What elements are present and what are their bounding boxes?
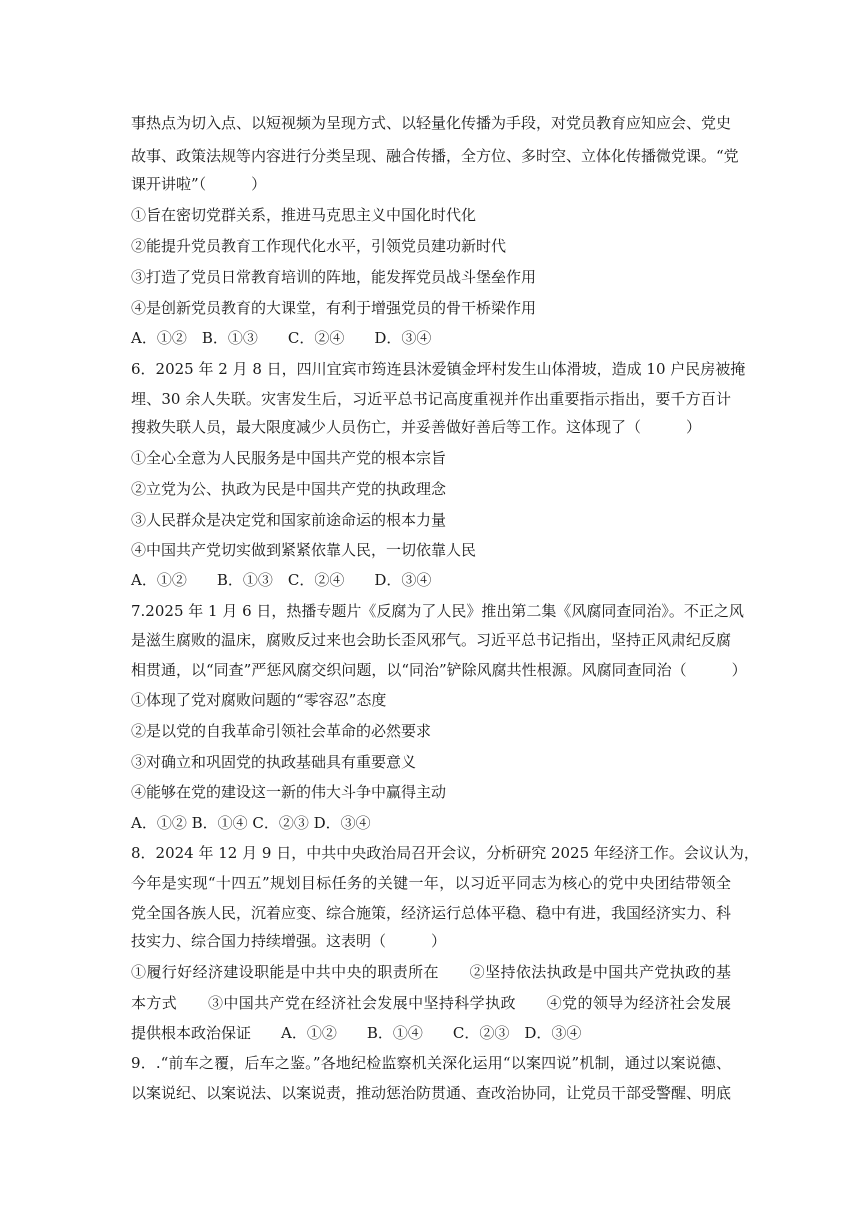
question-6-line: 搜救失联人员，最大限度减少人员伤亡，并妥善做好善后等工作。这体现了（ ）	[131, 418, 702, 436]
option-line: ②是以党的自我革命引领社会革命的必然要求	[131, 722, 432, 740]
option-line: ④中国共产党切实做到紧紧依靠人民，一切依靠人民	[131, 541, 477, 559]
question-8-options: 本方式 ③中国共产党在经济社会发展中坚持科学执政 ④党的领导为经济社会发展	[131, 994, 731, 1012]
option-line: ②能提升党员教育工作现代化水平，引领党员建功新时代	[131, 237, 507, 255]
answer-choices: A．①② B．①④ C．②③ D．③④	[131, 814, 371, 832]
option-line: ③对确立和巩固党的执政基础具有重要意义	[131, 753, 417, 771]
option-line: ④是创新党员教育的大课堂，有利于增强党员的骨干桥梁作用	[131, 299, 537, 317]
question-7-line: 相贯通，以“同查”严惩风腐交织问题，以“同治”铲除风腐共性根源。风腐同查同治（ ）	[131, 661, 747, 679]
question-8-line: 党全国各族人民，沉着应变、综合施策，经济运行总体平稳、稳中有进，我国经济实力、科	[131, 904, 732, 922]
answer-choices: A．①② B．①③ C．②④ D．③④	[131, 329, 432, 347]
question-8-line: 技实力、综合国力持续增强。这表明（ ）	[131, 932, 447, 950]
text-line: 故事、政策法规等内容进行分类呈现、融合传播，全方位、多时空、立体化传播微党课。“党	[131, 147, 739, 165]
question-8-line: 今年是实现“十四五”规划目标任务的关键一年，以习近平同志为核心的党中央团结带领全	[131, 874, 731, 892]
question-6-line: 6．2025 年 2 月 8 日，四川宜宾市筠连县沐爱镇金坪村发生山体滑坡，造成 10 户民房被掩	[131, 360, 746, 378]
question-9-line: 9．.“前车之覆，后车之鉴。”各地纪检监察机关深化运用“以案四说”机制，通过以案说德、	[131, 1054, 731, 1072]
question-8-options: ①履行好经济建设职能是中共中央的职责所在 ②坚持依法执政是中国共产党执政的基	[131, 963, 731, 981]
question-7-line: 是滋生腐败的温床，腐败反过来也会助长歪风邪气。习近平总书记指出，坚持正风肃纪反腐	[131, 631, 732, 649]
question-8-options: 提供根本政治保证 A．①② B．①④ C．②③ D．③④	[131, 1024, 582, 1042]
answer-choices: A．①② B．①③ C．②④ D．③④	[131, 571, 432, 589]
text-line: 事热点为切入点、以短视频为呈现方式、以轻量化传播为手段，对党员教育应知应会、党史	[131, 114, 732, 132]
question-7-line: 7.2025 年 1 月 6 日，热播专题片《反腐为了人民》推出第二集《风腐同查同治》。不正之风	[131, 602, 744, 620]
question-8-line: 8．2024 年 12 月 9 日，中共中央政治局召开会议，分析研究 2025 年经济工作。会议认为，	[131, 844, 759, 862]
option-line: ③打造了党员日常教育培训的阵地，能发挥党员战斗堡垒作用	[131, 268, 537, 286]
option-line: ②立党为公、执政为民是中国共产党的执政理念	[131, 480, 447, 498]
text-line: 课开讲啦”（ ）	[131, 175, 267, 193]
option-line: ①全心全意为人民服务是中国共产党的根本宗旨	[131, 449, 447, 467]
question-9-line: 以案说纪、以案说法、以案说责，推动惩治防贯通、查改治协同，让党员干部受警醒、明底	[131, 1084, 732, 1102]
option-line: ①体现了党对腐败问题的“零容忍”态度	[131, 691, 387, 709]
question-6-line: 埋、30 余人失联。灾害发生后，习近平总书记高度重视并作出重要指示指出，要千方百计	[131, 390, 731, 408]
option-line: ④能够在党的建设这一新的伟大斗争中赢得主动	[131, 783, 447, 801]
option-line: ①旨在密切党群关系，推进马克思主义中国化时代化	[131, 206, 477, 224]
option-line: ③人民群众是决定党和国家前途命运的根本力量	[131, 511, 447, 529]
